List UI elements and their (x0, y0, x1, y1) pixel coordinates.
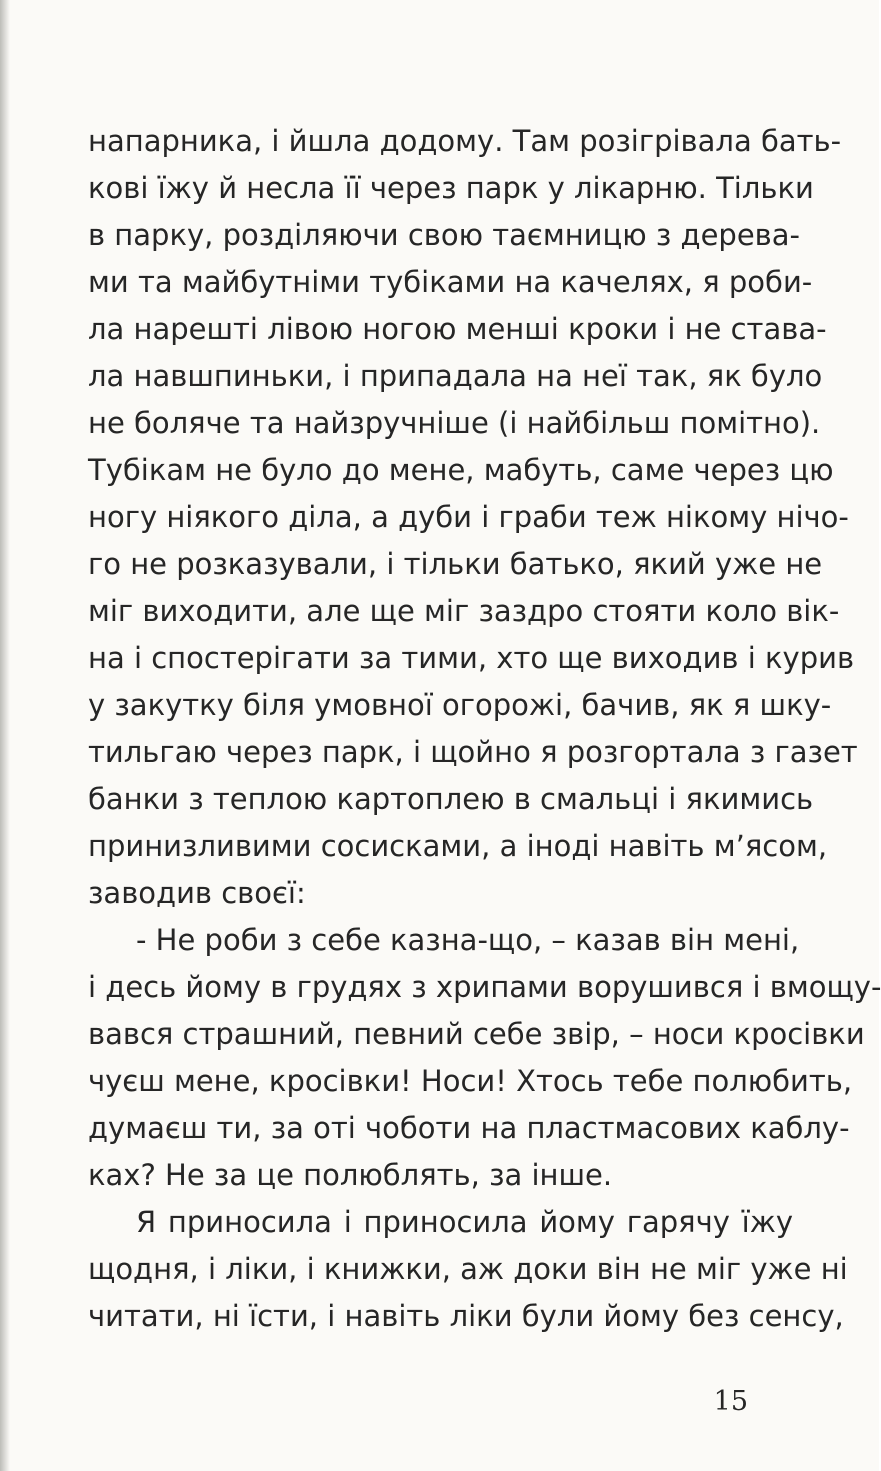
text-line: принизливими сосисками, а іноді навіть м’ясом, (88, 829, 828, 863)
text-line: Тубікам не було до мене, мабуть, саме через цю (88, 453, 834, 487)
text-line: думаєш ти, за оті чоботи на пластмасових каблу- (88, 1111, 850, 1145)
text-line: ках? Не за це полюблять, за інше. (88, 1158, 613, 1192)
text-line: ла навшпиньки, і припадала на неї так, як було (88, 359, 823, 393)
text-line: ногу ніякого діла, а дуби і граби теж нікому нічо- (88, 500, 849, 534)
text-line: щодня, і ліки, і книжки, аж доки він не міг уже ні (88, 1252, 848, 1286)
text-line: тильгаю через парк, і щойно я розгортала з газет (88, 735, 858, 769)
text-line: ми та майбутніми тубіками на качелях, я роби- (88, 265, 813, 299)
text-line: вався страшний, певний себе звір, – носи кросівки (88, 1017, 865, 1051)
body-text (88, 118, 881, 1340)
text-line: напарника, і йшла додому. Там розігрівала бать- (88, 124, 842, 158)
text-line: - Не роби з себе казна-що, – казав він мені, (136, 923, 800, 957)
text-line: читати, ні їсти, і навіть ліки були йому без сенсу, (88, 1299, 844, 1333)
text-line: го не розказували, і тільки батько, який уже не (88, 547, 823, 581)
text-line: у закутку біля умовної огорожі, бачив, як я шку- (88, 688, 832, 722)
text-line: Я приносила і приносила йому гарячу їжу (136, 1205, 793, 1239)
text-line: заводив своєї: (88, 876, 306, 910)
text-line: чуєш мене, кросівки! Носи! Хтось тебе полюбить, (88, 1064, 853, 1098)
text-line: ла нарешті лівою ногою менші кроки і не става- (88, 312, 827, 346)
text-line: і десь йому в грудях з хрипами ворушився і вмощу- (88, 970, 881, 1004)
text-line: банки з теплою картоплею в смальці і якимись (88, 782, 814, 816)
text-line: на і спостерігати за тими, хто ще виходив і курив (88, 641, 855, 675)
text-line: в парку, розділяючи свою таємницю з дерева- (88, 218, 800, 252)
page-edge-shadow (0, 0, 10, 1471)
text-line: міг виходити, але ще міг заздро стояти коло вік- (88, 594, 840, 628)
text-line: не боляче та найзручніше (і найбільш помітно). (88, 406, 821, 440)
page-number: 15 (713, 1386, 748, 1417)
text-line: кові їжу й несла її через парк у лікарню. Тільки (88, 171, 814, 205)
